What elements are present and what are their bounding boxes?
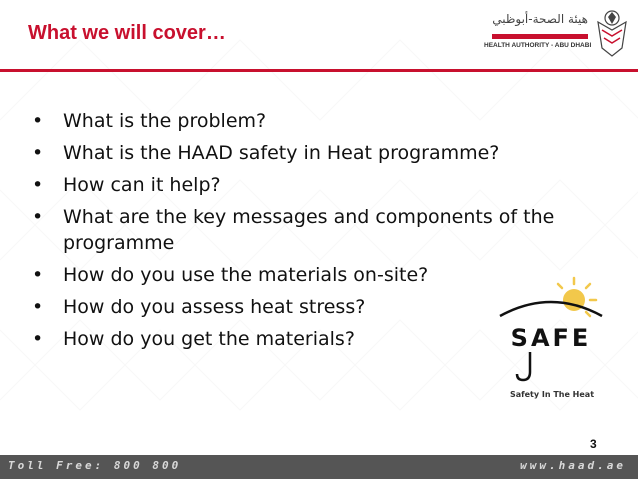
bullet-item: • What is the HAAD safety in Heat programme? [30, 140, 600, 166]
footer-toll-free: Toll Free: 800 800 [8, 459, 182, 472]
footer-bar [0, 455, 638, 479]
bullet-item: • How do you get the materials? [30, 326, 600, 352]
bullet-item: • What are the key messages and components of the programme [30, 204, 600, 256]
logo-english-text: HEALTH AUTHORITY - ABU DHABI [484, 42, 592, 49]
falcon-emblem-icon [592, 8, 632, 58]
bullet-item: • How can it help? [30, 172, 600, 198]
safe-letters: SAFE [510, 324, 592, 352]
bullet-item: • How do you assess heat stress? [30, 294, 600, 320]
footer-website: www.haad.ae [520, 459, 626, 472]
umbrella-handle [517, 352, 530, 380]
logo-red-bar [492, 34, 588, 39]
header-divider [0, 69, 638, 72]
slide-title: What we will cover… [28, 22, 226, 44]
haad-logo [484, 8, 634, 60]
bullet-item: • What is the problem? [30, 108, 600, 134]
safe-logo [494, 272, 608, 408]
bullet-item: • How do you use the materials on-site? [30, 262, 600, 288]
page-number: 3 [590, 437, 597, 451]
logo-arabic-text: هيئة الصحة-أبوظبي [492, 12, 588, 26]
safe-tagline: Safety In The Heat [509, 390, 595, 399]
